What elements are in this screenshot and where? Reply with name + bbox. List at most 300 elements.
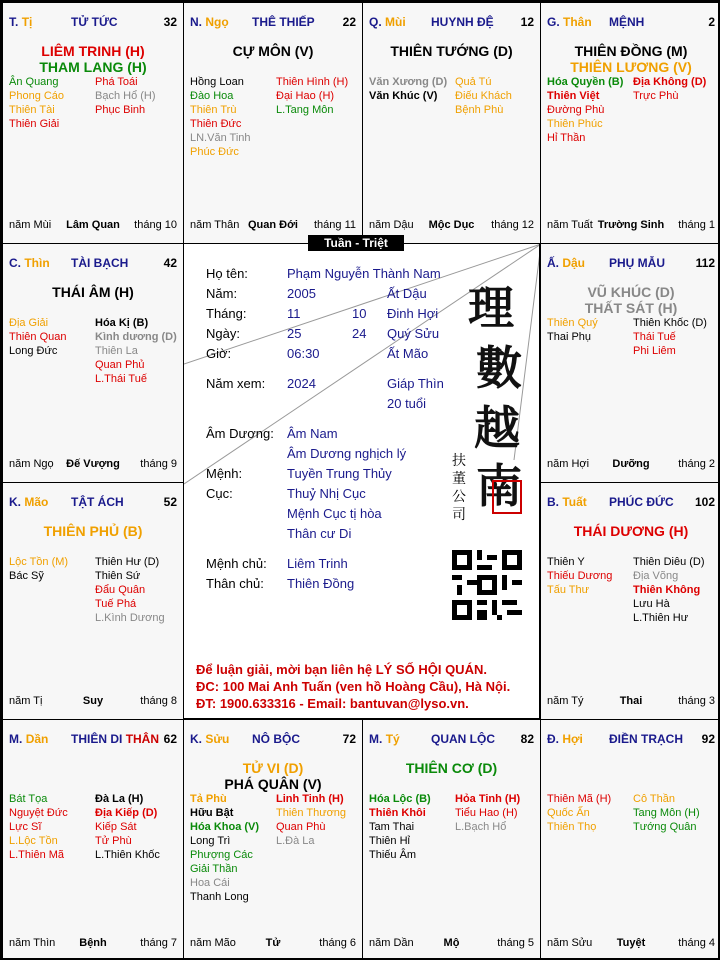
minor-stars-right [455, 792, 520, 834]
minor-star: Thiên Quý [547, 317, 598, 329]
palace-header [9, 15, 177, 31]
palace-footer [369, 937, 534, 951]
palace-branch [190, 732, 229, 746]
palace-year: năm Tý [547, 695, 584, 707]
nam-value: 2005 [287, 286, 316, 301]
minor-star: Địa Kiếp (D) [95, 807, 158, 819]
main-star: THÁI ÂM (H) [52, 284, 134, 300]
minor-stars-left [190, 792, 259, 904]
nam-xem-canchi: Giáp Thìn [387, 376, 444, 391]
palace-month: tháng 10 [134, 219, 177, 231]
minor-star: L.Thái Tuế [95, 373, 147, 385]
palace-branch [9, 256, 50, 270]
palace-stage: Dưỡng [612, 458, 650, 470]
palace-branch [547, 495, 587, 509]
minor-star: Thai Phụ [547, 331, 592, 343]
cuc-label: Cục: [206, 486, 233, 501]
palace-month: tháng 12 [491, 219, 534, 231]
gio-value: 06:30 [287, 346, 320, 361]
minor-star: Hoa Cái [190, 877, 230, 889]
minor-stars-left [9, 316, 66, 358]
palace-footer [190, 219, 356, 233]
minor-star: Thanh Long [190, 891, 249, 903]
palace-header [547, 256, 715, 272]
palace-footer [547, 695, 715, 709]
minor-star: Điếu Khách [455, 90, 512, 102]
minor-star: Tam Thai [369, 821, 415, 833]
minor-stars-right [95, 75, 156, 117]
nam-xem-value: 2024 [287, 376, 316, 391]
main-star: THIÊN LƯƠNG (V) [570, 59, 692, 75]
palace-chi: Dậu [562, 256, 586, 270]
palace-header [547, 495, 715, 511]
minor-star: Hóa Quyền (B) [547, 76, 624, 88]
minor-star: Phong Cáo [9, 90, 65, 102]
palace-footer [9, 458, 177, 472]
minor-star: L.Tang Môn [276, 104, 334, 116]
thang-canchi: Đinh Hợi [387, 306, 439, 321]
ngay-duong: 25 [287, 326, 302, 341]
palace-ty [2, 2, 184, 244]
minor-star: Thiên Không [633, 584, 701, 596]
main-star: THIÊN TƯỚNG (D) [390, 43, 513, 59]
palace-header [190, 732, 356, 748]
minor-star: L.Thiên Mã [9, 849, 65, 861]
palace-age: 2 [708, 15, 715, 29]
minor-stars-left [547, 316, 598, 344]
main-star: THẤT SÁT (H) [584, 300, 678, 316]
minor-stars-left [369, 792, 431, 862]
minor-star: L.Lộc Tồn [9, 835, 58, 847]
palace-chi: Sửu [205, 732, 230, 746]
palace-ti [362, 719, 541, 960]
main-star: VŨ KHÚC (D) [587, 284, 675, 300]
than-chu-value: Thiên Đồng [287, 576, 355, 591]
minor-stars-right [633, 792, 700, 834]
palace-branch [369, 15, 406, 29]
palace-name [71, 15, 118, 29]
palace-can: B. [547, 495, 559, 509]
than-cu-value: Thân cư Di [287, 526, 352, 541]
main-star: THIÊN ĐỒNG (M) [574, 43, 688, 59]
palace-month: tháng 5 [497, 937, 534, 949]
minor-star: Địa Võng [633, 570, 679, 582]
palace-can: Ấ. [547, 256, 559, 270]
minor-star: Thiên Phúc [547, 118, 603, 130]
calligraphy-small-3: 公 [452, 489, 466, 505]
minor-star: Bệnh Phù [455, 104, 504, 116]
thang-label: Tháng: [206, 306, 247, 321]
minor-star: Thiên Tài [9, 104, 55, 116]
minor-star: Thiên Y [547, 556, 585, 568]
palace-chi: Tị [21, 15, 33, 29]
minor-star: Thiên Khốc (D) [633, 317, 707, 329]
palace-age: 72 [342, 732, 356, 746]
minor-stars-right [95, 555, 165, 625]
minor-star: Tiểu Hao (H) [455, 807, 518, 819]
palace-dan [2, 719, 184, 960]
menh-label: Mệnh: [206, 466, 243, 481]
palace-header [9, 495, 177, 511]
contact-line-2: ĐC: 100 Mai Anh Tuấn (ven hồ Hoàng Cầu), Hà Nội. [196, 679, 511, 694]
minor-star: Thiên Hỉ [369, 835, 410, 847]
palace-month: tháng 7 [140, 937, 177, 949]
minor-star: Thiên Sứ [95, 570, 141, 582]
palace-footer [9, 695, 177, 709]
palace-ngo [183, 2, 363, 244]
minor-stars-left [547, 792, 611, 834]
palace-header [369, 732, 534, 748]
palace-chi: Tý [385, 732, 400, 746]
palace-name-label: TẬT ÁCH [71, 495, 124, 509]
minor-star: Giải Thần [190, 863, 238, 875]
palace-thin [2, 243, 184, 483]
palace-footer [9, 937, 177, 951]
palace-name-label: TỬ TỨC [71, 15, 118, 29]
minor-stars-right [95, 792, 160, 862]
palace-name [252, 15, 315, 29]
minor-star: L.Thiên Khốc [95, 849, 160, 861]
than-chu-label: Thân chủ: [206, 576, 264, 591]
minor-star: Văn Xương (D) [369, 76, 448, 88]
palace-footer [190, 937, 356, 951]
than-badge: THÂN [125, 732, 160, 746]
palace-branch [547, 732, 583, 746]
palace-name-label: PHỤ MẪU [609, 256, 665, 270]
palace-month: tháng 11 [313, 219, 356, 231]
palace-can: M. [9, 732, 23, 746]
minor-star: Kiếp Sát [95, 821, 137, 833]
minor-star: Hữu Bật [190, 807, 234, 819]
am-duong-value: Âm Nam [287, 426, 338, 441]
palace-name [609, 732, 683, 746]
minor-star: Thiên La [95, 345, 138, 357]
minor-star: Thiên Thương [276, 807, 347, 819]
palace-header [9, 256, 177, 272]
minor-stars-left [9, 555, 68, 583]
minor-star: Nguyệt Đức [9, 807, 68, 819]
palace-name-label: QUAN LỘC [431, 732, 495, 746]
palace-hoi [540, 719, 720, 960]
palace-name-label: PHÚC ĐỨC [609, 495, 674, 509]
palace-stage: Lâm Quan [66, 219, 120, 231]
palace-age: 92 [701, 732, 715, 746]
minor-star: Tử Phù [95, 835, 132, 847]
palace-branch [9, 732, 48, 746]
minor-star: Kình dương (D) [95, 331, 177, 343]
palace-stage: Mộc Dục [428, 219, 475, 231]
palace-year: năm Thìn [9, 937, 56, 949]
palace-age: 22 [342, 15, 356, 29]
minor-star: Thiên Mã (H) [547, 793, 612, 805]
minor-star: LN.Văn Tinh [190, 132, 251, 144]
minor-stars-right [633, 75, 706, 103]
palace-stage: Tử [265, 937, 281, 949]
minor-star: Thiên Đức [190, 118, 242, 130]
minor-star: Quốc Ấn [547, 807, 590, 819]
ho-ten-label: Họ tên: [206, 266, 248, 281]
minor-star: Đà La (H) [95, 793, 144, 805]
calligraphy-char-2: 數 [476, 341, 522, 395]
nam-canchi: Ất Dậu [387, 286, 427, 301]
minor-star: Lực Sĩ [9, 821, 42, 833]
palace-name-label: MỆNH [609, 15, 645, 29]
palace-age: 62 [163, 732, 177, 746]
nam-xem-label: Năm xem: [206, 376, 266, 391]
am-duong-ly: Âm Dương nghịch lý [287, 446, 407, 461]
palace-branch [9, 495, 48, 509]
minor-star: Ân Quang [9, 76, 59, 88]
minor-stars-left [547, 555, 612, 597]
palace-can: K. [190, 732, 202, 746]
minor-star: Hồng Loan [190, 76, 244, 88]
nam-label: Năm: [206, 286, 238, 301]
palace-year: năm Mão [190, 937, 236, 949]
palace-name [71, 732, 159, 746]
palace-chi: Dần [25, 732, 49, 746]
palace-name [252, 732, 300, 746]
palace-name-label: TÀI BẠCH [71, 256, 129, 270]
palace-month: tháng 1 [678, 219, 715, 231]
palace-age: 52 [163, 495, 177, 509]
palace-name [431, 15, 494, 29]
palace-mui [362, 2, 541, 244]
palace-name [71, 495, 124, 509]
minor-star: Văn Khúc (V) [369, 90, 438, 102]
minor-star: Thiên Việt [547, 90, 600, 102]
calligraphy-small-1: 扶 [452, 453, 466, 469]
palace-stage: Thai [619, 695, 643, 707]
minor-stars-left [9, 792, 68, 862]
minor-star: Tướng Quân [633, 821, 697, 833]
minor-stars-left [369, 75, 447, 103]
palace-branch [9, 15, 32, 29]
calligraphy-small-4: 司 [452, 507, 466, 523]
palace-can: C. [9, 256, 21, 270]
palace-stage: Quan Đới [248, 219, 298, 231]
palace-header [9, 732, 177, 748]
palace-chi: Tuất [562, 495, 587, 509]
ngay-am: 24 [352, 326, 367, 341]
main-star: THIÊN CƠ (D) [405, 760, 498, 776]
minor-star: Tả Phù [190, 793, 227, 805]
palace-can: T. [9, 15, 19, 29]
minor-star: Thiên Khôi [369, 807, 426, 819]
minor-star: Đại Hao (H) [276, 90, 335, 102]
calligraphy-char-1: 理 [468, 281, 514, 335]
minor-star: Thiên Thọ [547, 821, 597, 833]
minor-stars-left [190, 75, 251, 159]
minor-star: Linh Tinh (H) [276, 793, 344, 805]
minor-star: Phục Binh [95, 104, 146, 116]
palace-name-label: THÊ THIẾP [252, 15, 315, 29]
palace-footer [369, 219, 534, 233]
calligraphy-char-4: 南 [476, 459, 522, 513]
palace-year: năm Dậu [369, 219, 414, 231]
minor-star: Địa Giải [9, 317, 49, 329]
minor-star: Đường Phù [547, 104, 605, 116]
palace-name [71, 256, 128, 270]
palace-age: 112 [695, 256, 715, 270]
minor-star: Thiên Diêu (D) [633, 556, 705, 568]
palace-stage: Mộ [443, 937, 460, 949]
main-star: THAM LANG (H) [39, 59, 147, 75]
minor-star: Phá Toái [95, 76, 138, 88]
minor-star: L.Thiên Hư [633, 612, 689, 624]
palace-year: năm Tị [9, 695, 43, 707]
palace-chi: Ngọ [205, 15, 229, 29]
qr-code [452, 550, 522, 620]
palace-stage: Đế Vượng [66, 458, 120, 470]
palace-stage: Tuyệt [616, 937, 646, 949]
palace-name-label: NÔ BỘC [252, 732, 300, 746]
minor-star: Hỏa Tinh (H) [455, 793, 521, 805]
minor-stars-right [633, 316, 707, 358]
palace-header [190, 15, 356, 31]
palace-name-label: ĐIỀN TRẠCH [609, 732, 683, 746]
thang-duong: 11 [287, 306, 301, 321]
gio-label: Giờ: [206, 346, 232, 361]
minor-star: Tấu Thư [547, 584, 590, 596]
palace-month: tháng 4 [678, 937, 715, 949]
palace-month: tháng 9 [140, 458, 177, 470]
menh-chu-label: Mệnh chủ: [206, 556, 267, 571]
palace-mao [2, 482, 184, 720]
main-star: PHÁ QUÂN (V) [224, 776, 322, 792]
palace-tuat [540, 482, 720, 720]
ho-ten-value: Phạm Nguyễn Thành Nam [287, 266, 441, 281]
minor-star: Bát Tọa [9, 793, 48, 805]
palace-can: M. [369, 732, 383, 746]
minor-star: Thiên Hư (D) [95, 556, 160, 568]
palace-can: N. [190, 15, 202, 29]
palace-footer [547, 219, 715, 233]
palace-chi: Mão [24, 495, 49, 509]
palace-year: năm Sửu [547, 937, 593, 949]
palace-month: tháng 6 [319, 937, 356, 949]
minor-stars-left [547, 75, 623, 145]
palace-can: K. [9, 495, 21, 509]
palace-year: năm Dần [369, 937, 414, 949]
minor-star: Hóa Khoa (V) [190, 821, 260, 833]
main-star: THIÊN PHỦ (B) [43, 523, 143, 539]
palace-month: tháng 3 [678, 695, 715, 707]
main-star: THÁI DƯƠNG (H) [573, 523, 689, 539]
palace-stage: Suy [82, 695, 104, 707]
red-seal [492, 480, 522, 514]
palace-month: tháng 2 [678, 458, 715, 470]
minor-star: Phi Liêm [633, 345, 676, 357]
minor-stars-right [276, 75, 348, 117]
palace-branch [190, 15, 229, 29]
minor-star: Phượng Các [190, 849, 253, 861]
main-star: LIÊM TRINH (H) [41, 43, 145, 59]
palace-header [547, 732, 715, 748]
palace-can: Đ. [547, 732, 559, 746]
palace-name-label: HUYNH ĐỆ [431, 15, 494, 29]
palace-than [540, 2, 720, 244]
tuan-triet-badge: Tuần - Triệt [308, 235, 404, 251]
minor-star: Tang Môn (H) [633, 807, 700, 819]
palace-can: G. [547, 15, 560, 29]
minor-star: Lưu Hà [633, 598, 670, 610]
minor-star: Hỉ Thần [547, 132, 586, 144]
palace-age: 12 [520, 15, 534, 29]
minor-star: Quan Phủ [95, 359, 145, 371]
palace-month: tháng 8 [140, 695, 177, 707]
minor-star: L.Đà La [276, 835, 315, 847]
minor-star: Quả Tú [455, 76, 492, 88]
minor-stars-right [455, 75, 512, 117]
menh-cuc-value: Mệnh Cục tị hòa [287, 506, 382, 521]
minor-star: Thiên Quan [9, 331, 67, 343]
palace-footer [9, 219, 177, 233]
minor-star: Thiếu Âm [369, 849, 417, 861]
palace-year: năm Mùi [9, 219, 52, 231]
cuc-value: Thuỷ Nhị Cục [287, 486, 366, 501]
minor-star: Đào Hoa [190, 90, 234, 102]
minor-star: Trực Phù [633, 90, 679, 102]
tuoi-value: 20 tuổi [387, 396, 427, 411]
palace-name [609, 256, 665, 270]
palace-footer [547, 937, 715, 951]
minor-star: L.Bạch Hổ [455, 821, 507, 833]
minor-stars-left [9, 75, 64, 131]
main-star: TỬ VI (D) [242, 760, 304, 776]
main-star: CỰ MÔN (V) [232, 43, 314, 59]
thang-am: 10 [352, 306, 367, 321]
palace-suu [183, 719, 363, 960]
center-info-panel [183, 243, 540, 719]
minor-star: Hóa Lộc (B) [369, 793, 431, 805]
palace-stage: Trường Sinh [597, 219, 665, 231]
contact-line-3: ĐT: 1900.633316 - Email: bantuvan@lyso.vn. [196, 696, 469, 711]
palace-age: 102 [694, 495, 715, 509]
minor-star: Thiên Giải [9, 118, 60, 130]
minor-star: L.Kình Dương [95, 612, 165, 624]
calligraphy-small-2: 董 [452, 471, 466, 487]
minor-stars-right [633, 555, 705, 625]
contact-line-1: Để luận giải, mời bạn liên hệ LÝ SỐ HỘI QUÁN. [196, 662, 487, 677]
palace-footer [547, 458, 715, 472]
palace-chi: Hợi [562, 732, 583, 746]
minor-star: Tuế Phá [95, 598, 137, 610]
palace-branch [547, 256, 585, 270]
minor-star: Phúc Đức [190, 146, 239, 158]
palace-branch [369, 732, 400, 746]
palace-header [547, 15, 715, 31]
minor-stars-right [95, 316, 177, 386]
palace-can: Q. [369, 15, 382, 29]
palace-year: năm Ngọ [9, 458, 54, 470]
gio-canchi: Ất Mão [387, 346, 429, 361]
palace-name [609, 495, 674, 509]
minor-star: Long Trì [190, 835, 231, 847]
minor-star: Bác Sỹ [9, 570, 44, 582]
minor-star: Lộc Tồn (M) [9, 556, 69, 568]
palace-age: 42 [163, 256, 177, 270]
palace-name-label: THIÊN DI [71, 732, 123, 746]
minor-star: Long Đức [9, 345, 58, 357]
palace-name [609, 15, 644, 29]
palace-stage: Bệnh [79, 937, 107, 949]
palace-name [431, 732, 495, 746]
minor-star: Hóa Kị (B) [95, 317, 149, 329]
minor-stars-right [276, 792, 346, 848]
palace-chi: Mùi [385, 15, 406, 29]
palace-year: năm Hợi [547, 458, 590, 470]
minor-star: Thiên Trù [190, 104, 237, 116]
